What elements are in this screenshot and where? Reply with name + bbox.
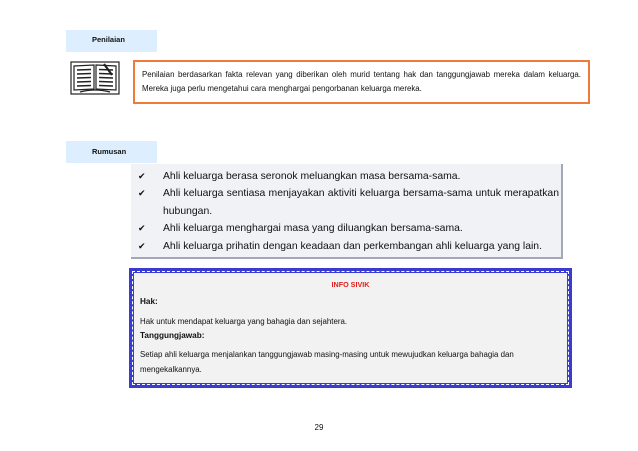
check-icon: ✔ <box>138 223 146 233</box>
check-icon: ✔ <box>138 188 146 198</box>
rumusan-item-text: Ahli keluarga menghargai masa yang diluangkan bersama-sama. <box>163 223 463 234</box>
penilaian-text: Penilaian berdasarkan fakta relevan yang diberikan oleh murid tentang hak dan tanggungjawab mereka dalam keluarga. Mereka juga perlu mengetahui cara menghargai pengorbanan keluarga mereka. <box>142 70 581 93</box>
tanggungjawab-heading: Tanggungjawab: <box>140 331 205 340</box>
info-sivik-box <box>129 268 572 388</box>
rumusan-item-text: Ahli keluarga sentiasa menjayakan aktiviti keluarga bersama-sama untuk merapatkan hubungan. <box>163 188 559 217</box>
hak-heading: Hak: <box>140 297 158 306</box>
check-icon: ✔ <box>138 241 146 251</box>
check-icon: ✔ <box>138 171 146 181</box>
rumusan-section-label: Rumusan <box>66 141 157 163</box>
page-number: 29 <box>314 423 324 432</box>
tanggungjawab-text: Setiap ahli keluarga menjalankan tanggungjawab masing-masing untuk mewujudkan keluarga bahagia dan mengekalkannya. <box>140 350 514 374</box>
penilaian-text-box <box>133 60 590 104</box>
rumusan-box <box>131 164 563 259</box>
open-book-icon <box>70 61 120 95</box>
hak-text: Hak untuk mendapat keluarga yang bahagia dan sejahtera. <box>140 317 348 326</box>
penilaian-section-label: Penilaian <box>66 30 157 52</box>
rumusan-item-text: Ahli keluarga prihatin dengan keadaan dan perkembangan ahli keluarga yang lain. <box>163 241 542 252</box>
rumusan-item-text: Ahli keluarga berasa seronok meluangkan masa bersama-sama. <box>163 171 461 182</box>
info-sivik-title: INFO SIVIK <box>331 280 370 289</box>
